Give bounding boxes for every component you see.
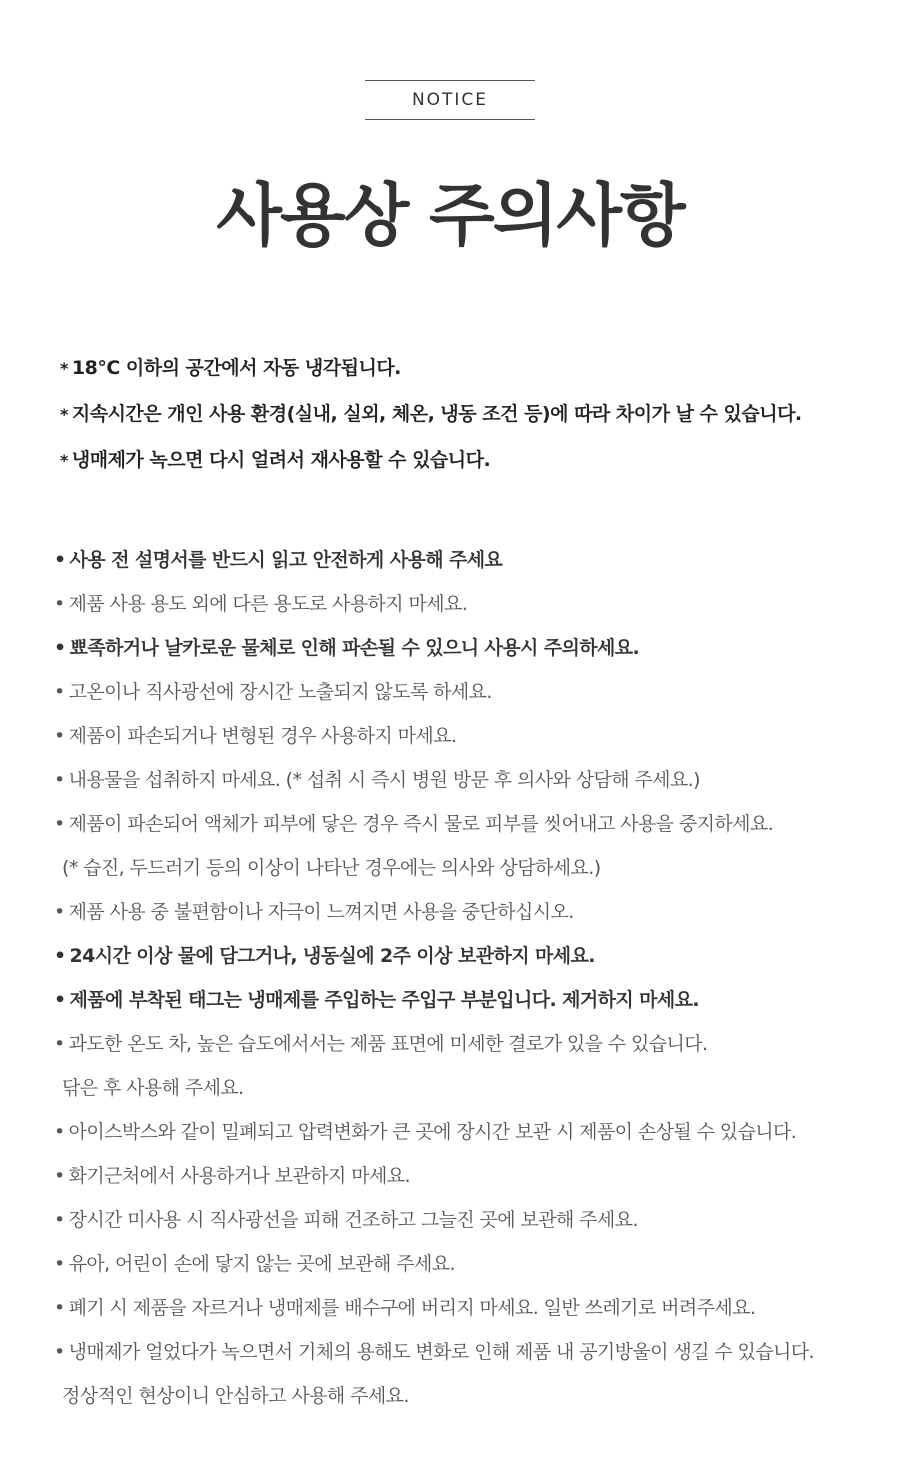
caution-item — [54, 890, 814, 934]
caution-item — [54, 1154, 814, 1198]
bullet-icon: • — [54, 813, 65, 835]
caution-item — [54, 670, 814, 714]
caution-text: 냉매제가 얼었다가 녹으면서 기체의 용해도 변화로 인해 제품 내 공기방울이 생길 수 있습니다. — [68, 1341, 814, 1363]
caution-text: 사용 전 설명서를 반드시 읽고 안전하게 사용해 주세요 — [69, 549, 503, 571]
caution-text: 제품에 부착된 태그는 냉매제를 주입하는 주입구 부분입니다. 제거하지 마세요. — [69, 989, 700, 1011]
caution-item — [54, 538, 814, 582]
caution-text: 뾰족하거나 날카로운 물체로 인해 파손될 수 있으니 사용시 주의하세요. — [69, 637, 640, 659]
page-title: 사용상 주의사항 — [216, 177, 684, 256]
caution-text: 장시간 미사용 시 직사광선을 피해 건조하고 그늘진 곳에 보관해 주세요. — [68, 1209, 638, 1231]
caution-text: 정상적인 현상이니 안심하고 사용해 주세요. — [62, 1385, 409, 1407]
caution-item — [54, 1110, 814, 1154]
highlight-text: 18°C 이하의 공간에서 자동 냉각됩니다. — [71, 357, 401, 379]
caution-item — [54, 1198, 814, 1242]
bullet-icon: • — [54, 681, 65, 703]
bullet-icon: • — [54, 1165, 65, 1187]
bullet-icon: • — [54, 725, 65, 747]
caution-text: 유아, 어린이 손에 닿지 않는 곳에 보관해 주세요. — [68, 1253, 455, 1275]
bullet-icon: • — [54, 1253, 65, 1275]
caution-item — [54, 802, 814, 846]
caution-text: 폐기 시 제품을 자르거나 냉매제를 배수구에 버리지 마세요. 일반 쓰레기로 버려주세요. — [68, 1297, 756, 1319]
caution-item — [54, 934, 814, 978]
notice-label: NOTICE — [365, 80, 535, 120]
caution-text: 고온이나 직사광선에 장시간 노출되지 않도록 하세요. — [68, 681, 492, 703]
bullet-icon: • — [54, 1121, 65, 1143]
caution-item — [54, 978, 814, 1022]
caution-text: (* 습진, 두드러기 등의 이상이 나타난 경우에는 의사와 상담하세요.) — [62, 857, 601, 879]
caution-text: 제품이 파손되어 액체가 피부에 닿은 경우 즉시 물로 피부를 씻어내고 사용을 중지하세요. — [68, 813, 774, 835]
caution-item-continuation — [54, 1066, 814, 1110]
caution-item — [54, 582, 814, 626]
caution-item — [54, 1286, 814, 1330]
bullet-icon: • — [54, 637, 66, 659]
caution-item — [54, 1022, 814, 1066]
caution-text: 화기근처에서 사용하거나 보관하지 마세요. — [68, 1165, 410, 1187]
caution-item-continuation — [54, 1374, 814, 1418]
caution-text: 24시간 이상 물에 담그거나, 냉동실에 2주 이상 보관하지 마세요. — [69, 945, 595, 967]
bullet-icon: • — [54, 901, 65, 923]
caution-list — [54, 538, 814, 1418]
bullet-icon: • — [54, 593, 65, 615]
highlight-item: * 18°C 이하의 공간에서 자동 냉각됩니다. — [60, 357, 401, 379]
bullet-icon: • — [54, 945, 66, 967]
caution-text: 제품 사용 용도 외에 다른 용도로 사용하지 마세요. — [68, 593, 468, 615]
bullet-icon: • — [54, 1297, 65, 1319]
highlight-text: 지속시간은 개인 사용 환경(실내, 실외, 체온, 냉동 조건 등)에 따라 차이가 날 수 있습니다. — [71, 403, 802, 425]
caution-item — [54, 1242, 814, 1286]
highlight-text: 냉매제가 녹으면 다시 얼려서 재사용할 수 있습니다. — [71, 449, 491, 471]
bullet-icon: • — [54, 1341, 65, 1363]
caution-text: 내용물을 섭취하지 마세요. (* 섭취 시 즉시 병원 방문 후 의사와 상담해 주세요.) — [68, 769, 700, 791]
caution-text: 제품이 파손되거나 변형된 경우 사용하지 마세요. — [68, 725, 457, 747]
caution-text: 제품 사용 중 불편함이나 자극이 느껴지면 사용을 중단하십시오. — [68, 901, 574, 923]
caution-item — [54, 714, 814, 758]
bullet-icon: • — [54, 1209, 65, 1231]
bullet-icon: • — [54, 769, 65, 791]
bullet-icon: • — [54, 1033, 65, 1055]
caution-text: 닦은 후 사용해 주세요. — [62, 1077, 244, 1099]
caution-item — [54, 758, 814, 802]
bullet-icon: • — [54, 989, 66, 1011]
caution-item — [54, 626, 814, 670]
highlight-item: * 냉매제가 녹으면 다시 얼려서 재사용할 수 있습니다. — [60, 449, 491, 471]
caution-item-continuation — [54, 846, 814, 890]
caution-text: 과도한 온도 차, 높은 습도에서서는 제품 표면에 미세한 결로가 있을 수 있습니다. — [68, 1033, 708, 1055]
bullet-icon: • — [54, 549, 66, 571]
highlight-item: * 지속시간은 개인 사용 환경(실내, 실외, 체온, 냉동 조건 등)에 따라 차이가 날 수 있습니다. — [60, 403, 802, 425]
highlight-list — [60, 352, 802, 490]
caution-item — [54, 1330, 814, 1374]
caution-text: 아이스박스와 같이 밀폐되고 압력변화가 큰 곳에 장시간 보관 시 제품이 손상될 수 있습니다. — [68, 1121, 797, 1143]
